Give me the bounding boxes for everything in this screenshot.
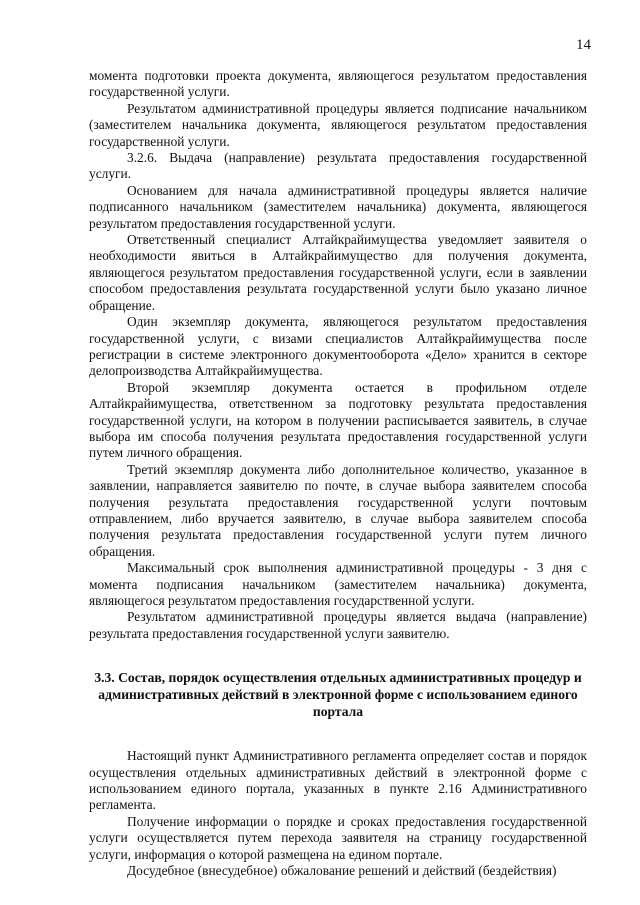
paragraph-first-copy: Один экземпляр документа, являющегося результатом предоставления государственной услуги, с визами специалистов Алтайкрайимущества после регистрации в системе электронного документооборота «Дело» хранится в секторе делопроизводства Алтайкрайимущества. — [89, 314, 587, 379]
paragraph-information: Получение информации о порядке и сроках предоставления государственной услуги осуществляется путем перехода заявителя на страницу государственной услуги, информация о которой размещена на едином портале. — [89, 813, 587, 862]
paragraph-subsection-3-2-6: 3.2.6. Выдача (направление) результата предоставления государственной услуги. — [89, 150, 587, 182]
paragraph-section-scope: Настоящий пункт Административного регламента определяет состав и порядок осуществления отдельных административных действий в электронной форме с использованием единого портала, указанных в пункте 2.16 Административного регламента. — [89, 748, 587, 813]
paragraph-basis: Основанием для начала административной процедуры является наличие подписанного начальником (заместителем начальника) документа, являющегося результатом предоставления государственной услуги. — [89, 182, 587, 231]
page-number: 14 — [576, 37, 591, 53]
paragraph-continuation: момента подготовки проекта документа, являющегося результатом предоставления государственной услуги. — [89, 68, 587, 100]
document-body — [89, 68, 587, 879]
paragraph-procedure-result: Результатом административной процедуры является выдача (направление) результата предоставления государственной услуги заявителю. — [89, 609, 587, 641]
paragraph-third-copy: Третий экземпляр документа либо дополнительное количество, указанное в заявлении, направляется заявителю по почте, в случае выбора заявителем способа получения результата предоставления государственной услуги почтовым отправлением, либо вручается заявителю, в случае выбора заявителем способа получения результата предоставления государственной услуги путем личного обращения. — [89, 461, 587, 559]
paragraph-notification: Ответственный специалист Алтайкрайимущества уведомляет заявителя о необходимости явиться в Алтайкрайимущество для получения документа, являющегося результатом предоставления государственной услуги, если в заявлении способом предоставления результата государственной услуги было указано личное обращение. — [89, 232, 587, 313]
paragraph-appeal: Досудебное (внесудебное) обжалование решений и действий (бездействия) — [127, 863, 557, 879]
paragraph-result-signing: Результатом административной процедуры является подписание начальником (заместителем начальника документа, являющегося результатом предоставления государственной услуги. — [89, 100, 587, 149]
paragraph-second-copy: Второй экземпляр документа остается в профильном отделе Алтайкрайимущества, ответственном за подготовку результата предоставления государственной услуги, на котором в получении расписывается заявитель, в случае выбора им способа получения результата предоставления государственной услуги путем личного обращения. — [89, 379, 587, 461]
paragraph-max-term: Максимальный срок выполнения административной процедуры - 3 дня с момента подписания начальником (заместителем начальника) документа, являющегося результатом предоставления государственной услуги. — [89, 560, 587, 608]
section-heading-3-3: 3.3. Состав, порядок осуществления отдельных административных процедур и административных действий в электронной форме с использованием единого портала — [94, 670, 582, 720]
